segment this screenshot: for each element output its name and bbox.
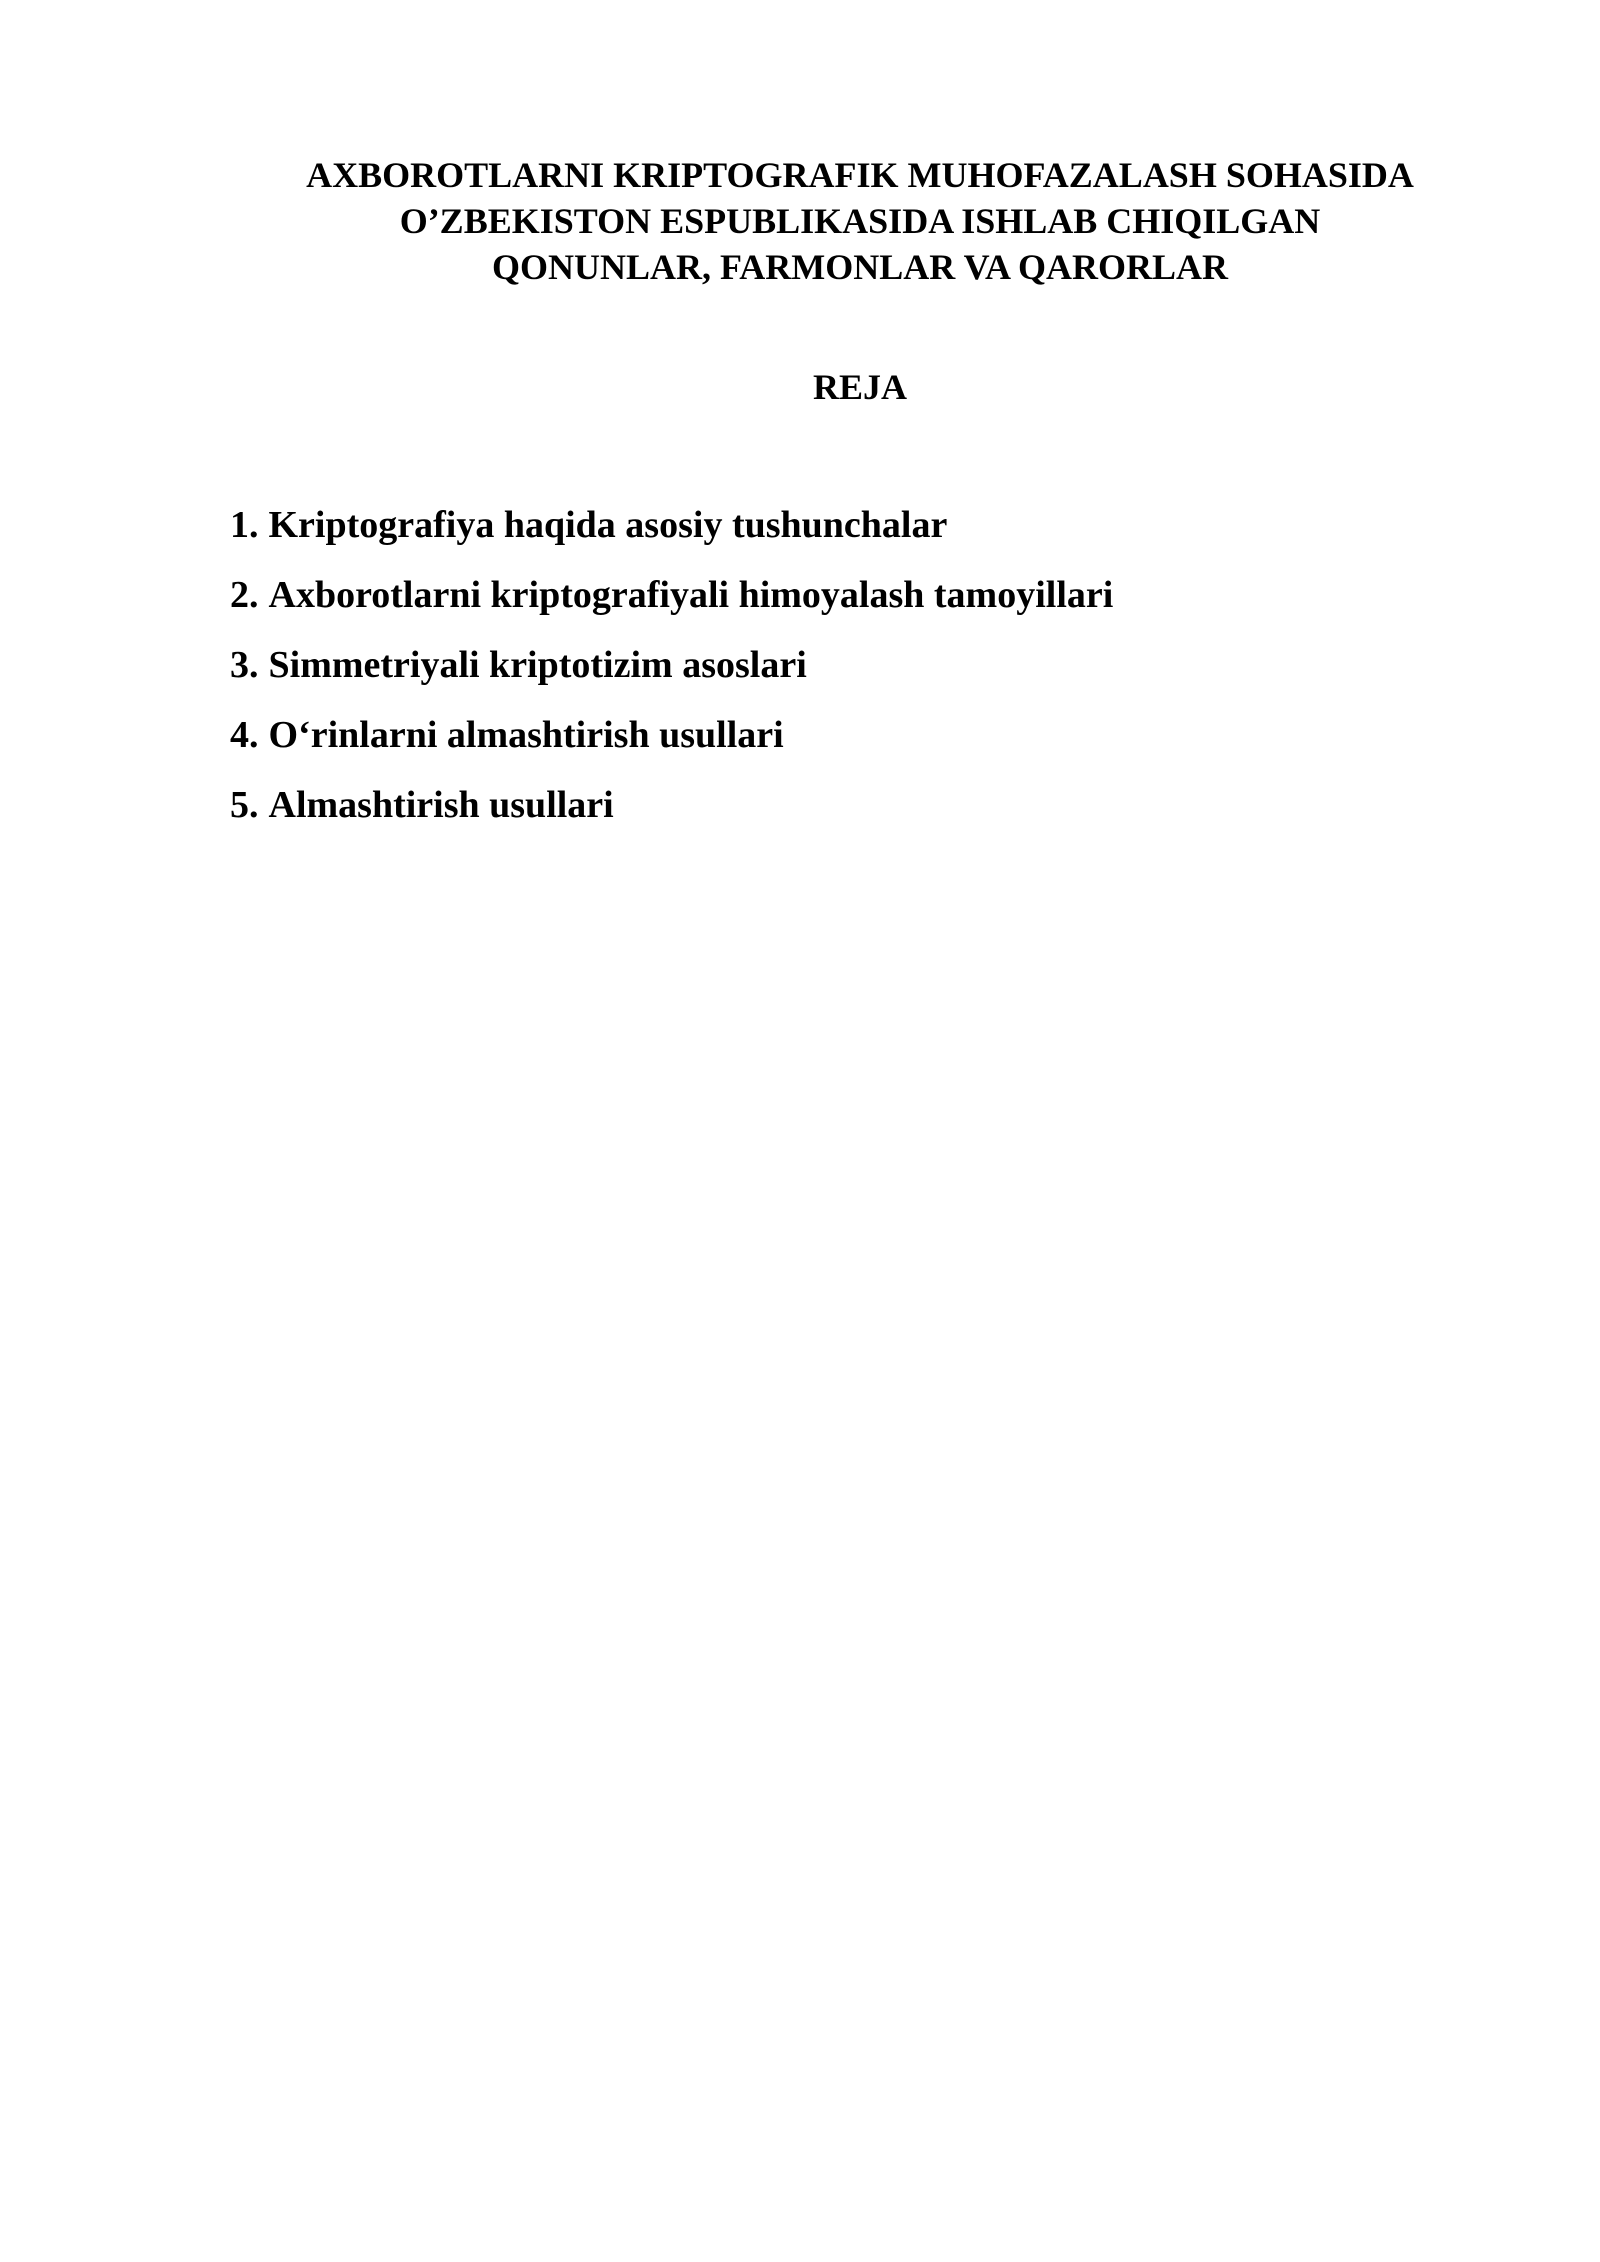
plan-item xyxy=(230,641,1430,689)
document-title xyxy=(230,152,1490,290)
plan-heading: REJA xyxy=(812,367,907,407)
plan-item-number: 1. xyxy=(230,504,259,546)
plan-item xyxy=(230,501,1430,549)
plan-item-text: Almashtirish usullari xyxy=(268,784,614,826)
plan-item-number: 4. xyxy=(230,714,259,756)
plan-item xyxy=(230,571,1430,619)
title-line-3: QONUNLAR, FARMONLAR VA QARORLAR xyxy=(491,247,1229,287)
plan-item-number: 2. xyxy=(230,574,259,616)
plan-item-number: 3. xyxy=(230,644,259,686)
plan-item-number: 5. xyxy=(230,784,259,826)
plan-item-text: Simmetriyali kriptotizim asoslari xyxy=(268,644,807,686)
plan-item xyxy=(230,781,1430,829)
plan-item-text: Kriptografiya haqida asosiy tushunchalar xyxy=(268,504,948,546)
plan-item-text: O‘rinlarni almashtirish usullari xyxy=(268,714,784,756)
title-line-1: AXBOROTLARNI KRIPTOGRAFIK MUHOFAZALASH SOHASIDA xyxy=(306,155,1414,195)
plan-list xyxy=(230,501,1430,851)
plan-item-text: Axborotlarni kriptografiyali himoyalash tamoyillari xyxy=(268,574,1114,616)
title-line-2: O’ZBEKISTON ESPUBLIKASIDA ISHLAB CHIQILGAN xyxy=(399,201,1321,241)
plan-item xyxy=(230,711,1430,759)
